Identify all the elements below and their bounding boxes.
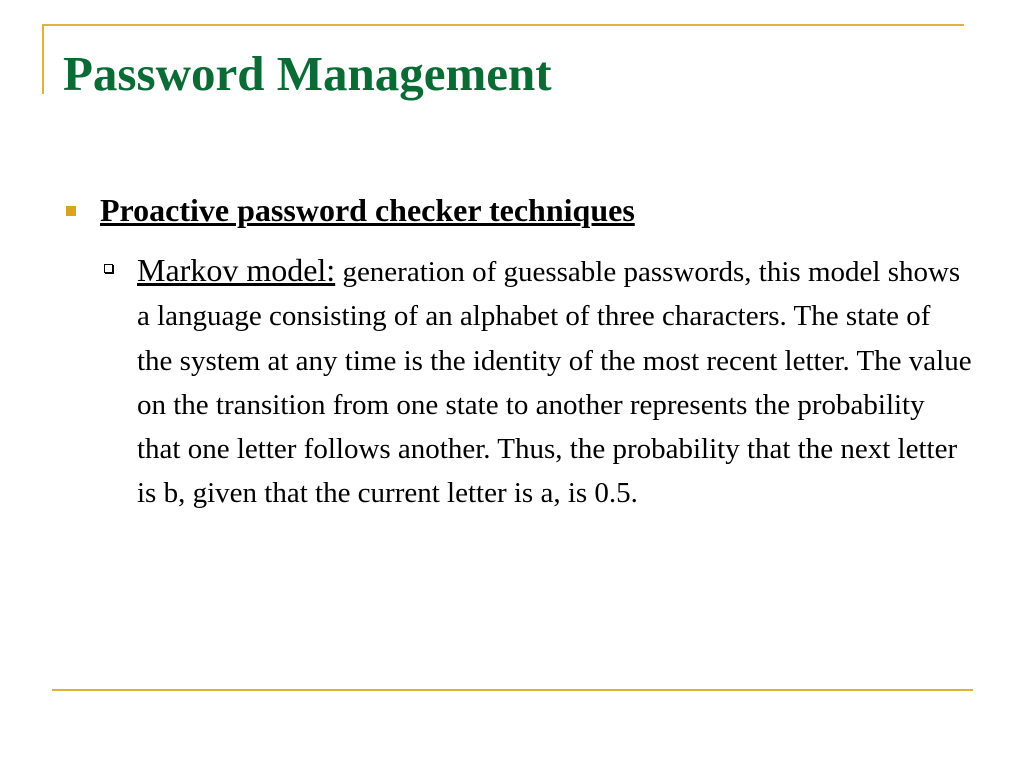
left-frame-line [42,24,44,94]
filled-square-bullet-icon [66,206,76,216]
bullet-heading: Proactive password checker techniques [100,192,635,228]
hollow-square-bullet-icon [104,264,113,273]
sub-bullet-label: Markov model: [137,252,336,288]
sub-bullet-body: generation of guessable passwords, this model shows a language consisting of an alphabet of three characters. The state of the system at any time is the identity of the most recent letter. The value on the transition from one state to another represents the probability that one letter follows another. Thus, the probability that the next letter is b, given that the current letter is a, is 0.5. [137,256,972,510]
slide-title: Password Management [63,46,552,101]
top-frame-line [42,24,964,26]
bottom-frame-line [52,689,973,691]
sub-bullet-paragraph [137,248,973,516]
